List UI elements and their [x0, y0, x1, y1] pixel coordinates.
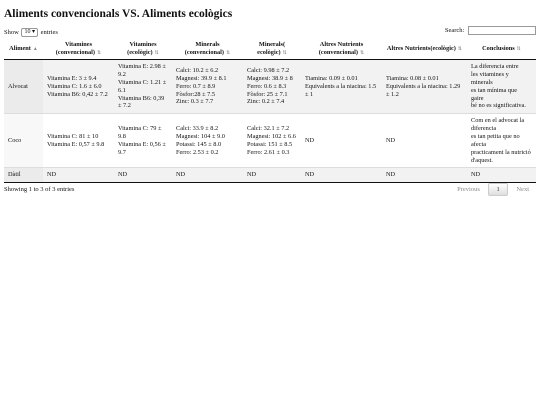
column-header[interactable] [4, 39, 43, 60]
sort-ascending-icon: ▲ [32, 46, 38, 52]
cell-line: Calci: 33.9 ± 8.2 [176, 125, 219, 133]
cell-line: Vitamina E: 0,56 ± 9.7 [118, 140, 166, 156]
column-header[interactable] [301, 39, 382, 60]
cell-line: Vitamina B6: 0,39 ± 7.2 [118, 94, 165, 110]
chevron-down-icon: ▾ [31, 29, 35, 35]
cell-line: Calci: 9.98 ± 7.2 [247, 67, 290, 75]
pagination [450, 183, 536, 196]
table-cell [114, 168, 172, 183]
table-info: Showing 1 to 3 of 3 entries [4, 186, 75, 193]
cell-line: Alvocat [8, 82, 28, 90]
cell-line: es tan petita que no [471, 132, 520, 140]
column-header-label: Aliment [9, 44, 31, 52]
cell-line: Magnesi: 38.9 ± 8 [247, 74, 293, 82]
cell-line: Fòsfor: 25 ± 7.1 [247, 90, 288, 98]
cell-line: bé no es significativa. [471, 102, 526, 110]
data-table [4, 39, 536, 183]
column-header[interactable] [382, 39, 467, 60]
table-cell [382, 114, 467, 168]
cell-line: ND [247, 171, 257, 179]
cell-line: Fòsfor:28 ± 7.5 [176, 90, 215, 98]
cell-line: Calci: 10.2 ± 6.2 [176, 67, 219, 75]
page-button-1[interactable]: 1 [488, 183, 507, 196]
table-cell [382, 168, 467, 183]
cell-line: minerals [471, 78, 493, 86]
length-prefix: Show [4, 28, 19, 36]
table-cell [467, 60, 536, 114]
sort-icon: ⇅ [516, 46, 521, 52]
column-header[interactable] [172, 39, 243, 60]
cell-line: Ferro: 0.7 ± 8.9 [176, 82, 216, 90]
cell-line: d'aquest. [471, 156, 493, 164]
cell-line: afecta [471, 140, 487, 148]
entries-select[interactable] [21, 28, 38, 37]
table-cell [172, 114, 243, 168]
cell-line: Com en el advocat la [471, 117, 525, 125]
column-header-label: Minerals (convencional) [184, 41, 224, 56]
sort-icon: ⇅ [154, 50, 159, 56]
cell-line: ND [471, 171, 481, 179]
cell-line: La diferencia entre [471, 63, 519, 71]
cell-line: Calci: 32.1 ± 7.2 [247, 125, 290, 133]
cell-line: ND [47, 171, 57, 179]
cell-line: ND [305, 136, 315, 144]
cell-line: practicament la nutrició [471, 148, 531, 156]
table-cell [43, 60, 114, 114]
column-header-label: Conclusions [482, 44, 515, 52]
table-cell [114, 60, 172, 114]
cell-line: Vitamina E: 0,57 ± 9.8 [47, 140, 105, 148]
cell-line: ND [305, 171, 315, 179]
table-body [4, 60, 536, 183]
sort-icon: ⇅ [225, 50, 231, 56]
cell-line: Vitamina C: 81 ± 10 [47, 132, 99, 140]
cell-line: Potassi: 145 ± 8.0 [176, 140, 222, 148]
sort-icon: ⇅ [359, 50, 365, 56]
table-footer [4, 183, 536, 199]
cell-line: Zinc: 0.3 ± 7.7 [176, 98, 214, 106]
table-row [4, 168, 536, 183]
cell-line: Vitamina C: 1.21 ± 6.1 [118, 78, 167, 94]
cell-line: Coco [8, 136, 22, 144]
table-cell [4, 168, 43, 183]
table-controls [4, 26, 536, 40]
column-header-label: Altres Nutrients (convencional) [318, 41, 364, 56]
cell-line: Tiamina: 0.08 ± 0.01 [386, 74, 439, 82]
table-cell [467, 168, 536, 183]
entries-select-value: 10 [24, 29, 31, 35]
header-row [4, 39, 536, 60]
cell-line: Equivalents a la niacina: 1.29 ± 1.2 [386, 82, 461, 98]
length-control [4, 28, 58, 37]
cell-line: Vitamina E: 3 ± 9.4 [47, 74, 97, 82]
cell-line: es tan mínima que [471, 86, 517, 94]
table-cell [382, 60, 467, 114]
column-header-label: Altres Nutrients(ecològic) [386, 44, 456, 52]
cell-line: Vitamina E: 2.98 ± 9.2 [118, 63, 166, 78]
cell-line: ND [176, 171, 186, 179]
search-control [445, 26, 536, 35]
cell-line: Potassi: 151 ± 8.5 [247, 140, 293, 148]
column-header[interactable] [114, 39, 172, 60]
cell-line: Vitamina C: 1.6 ± 6.0 [47, 82, 102, 90]
cell-line: Equivalents a la niacina: 1.5 ± 1 [305, 82, 377, 98]
column-header-label: Minerals( ecològic) [257, 41, 286, 56]
table-cell [243, 60, 301, 114]
cell-line: Ferro: 2.61 ± 0.3 [247, 148, 290, 156]
table-cell [172, 60, 243, 114]
table-cell [43, 114, 114, 168]
cell-line: ND [118, 171, 128, 179]
cell-line: Magnesi: 104 ± 9.0 [176, 132, 225, 140]
cell-line: gaire [471, 94, 484, 102]
cell-line: Dàtil [8, 171, 21, 179]
table-cell [4, 60, 43, 114]
table-cell [172, 168, 243, 183]
column-header-label: Vitamines (convencional) [55, 41, 95, 56]
sort-icon: ⇅ [96, 50, 102, 56]
table-row [4, 60, 536, 114]
table-cell [301, 60, 382, 114]
column-header[interactable] [43, 39, 114, 60]
table-cell [243, 114, 301, 168]
cell-line: les vitamines y [471, 70, 509, 78]
cell-line: ND [386, 136, 396, 144]
sort-icon: ⇅ [457, 46, 463, 52]
table-cell [43, 168, 114, 183]
cell-line: Zinc: 0.2 ± 7.4 [247, 98, 285, 106]
table-cell [467, 114, 536, 168]
table-cell [4, 114, 43, 168]
cell-line: Tiamina: 0.09 ± 0.01 [305, 74, 358, 82]
cell-line: Ferro: 2.53 ± 0.2 [176, 148, 219, 156]
column-header[interactable] [243, 39, 301, 60]
search-label: Search: [444, 27, 465, 34]
table-cell [301, 168, 382, 183]
cell-line: Magnesi: 39.9 ± 8.1 [176, 74, 227, 82]
column-header-label: Vitamines (ecològic) [127, 41, 157, 56]
length-suffix: entries [40, 28, 58, 36]
sort-icon: ⇅ [282, 50, 287, 56]
cell-line: Magnesi: 102 ± 6.6 [247, 132, 296, 140]
search-input[interactable] [468, 26, 536, 35]
cell-line: ND [386, 171, 396, 179]
table-row [4, 114, 536, 168]
cell-line: Vitamina C: 79 ± 9.8 [118, 125, 162, 140]
table-cell [301, 114, 382, 168]
table-cell [114, 114, 172, 168]
cell-line: Ferro: 0.6 ± 8.3 [247, 82, 287, 90]
previous-button[interactable]: Previous [457, 186, 480, 193]
cell-line: Vitamina B6: 0,42 ± 7.2 [47, 90, 108, 98]
cell-line: diferencia [471, 125, 497, 133]
next-button[interactable]: Next [516, 186, 529, 193]
table-cell [243, 168, 301, 183]
page-title: Aliments convencionals VS. Aliments ecològics [4, 8, 233, 20]
column-header[interactable] [467, 39, 536, 60]
